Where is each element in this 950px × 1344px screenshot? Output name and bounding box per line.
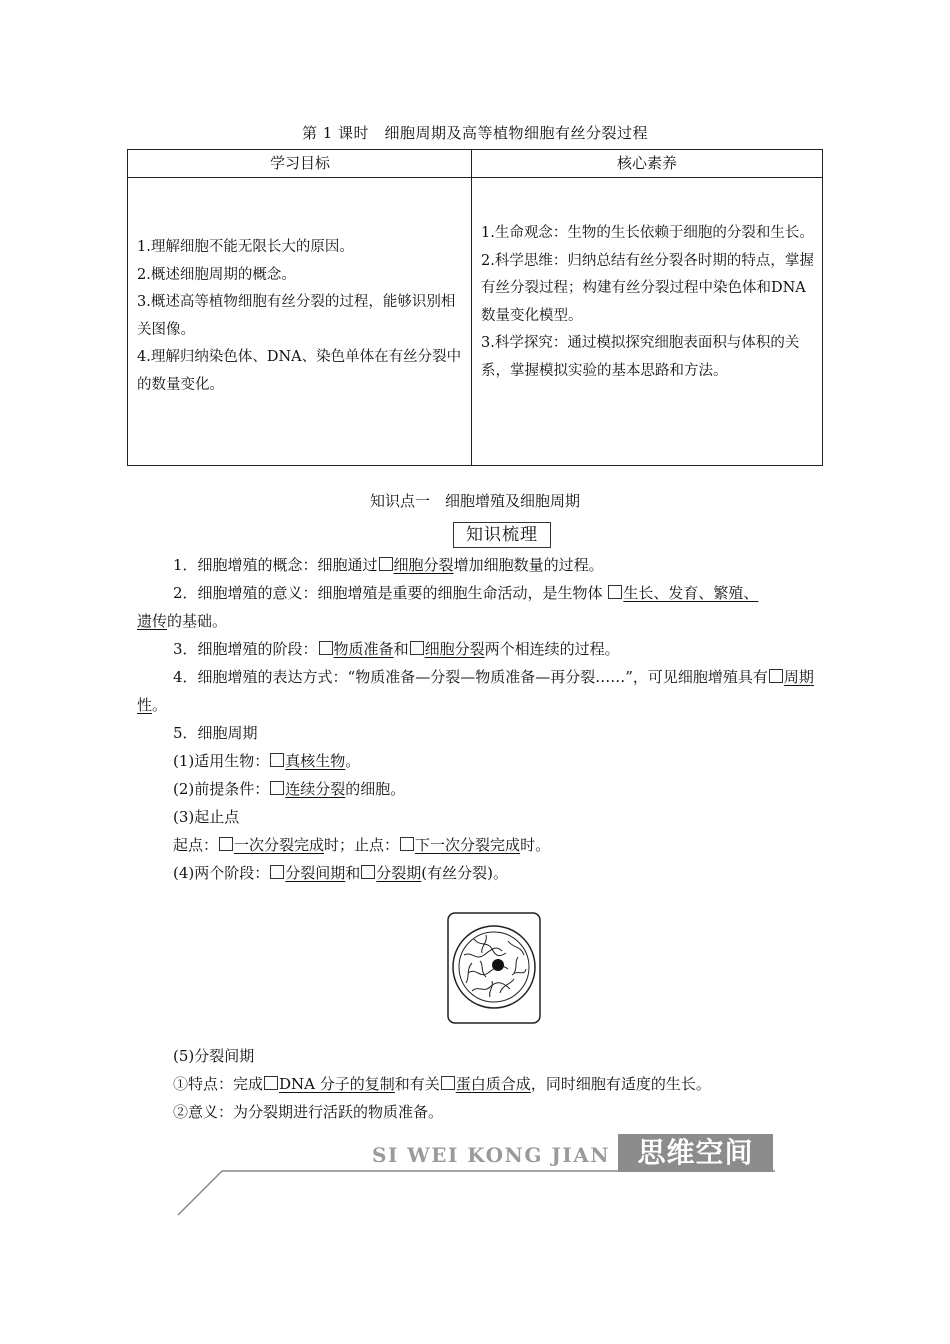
list-item: 3．细胞增殖的阶段： 物质准备和 细胞分裂两个相连续的过程。 (173, 640, 620, 658)
answer-box-icon (441, 1076, 455, 1090)
literacy-item: 3.科学探究：通过模拟探究细胞表面积与体积的关系，掌握模拟实验的基本思路和方法。 (481, 335, 800, 379)
list-item: 4．细胞增殖的表达方式：“物质准备—分裂—物质准备—再分裂……”，可见细胞增殖具有 周期性。 (137, 668, 814, 714)
answer-box-icon (410, 641, 424, 655)
interphase-notes (137, 1042, 833, 1126)
answer-box-icon (270, 781, 284, 795)
answer-box-icon (264, 1076, 278, 1090)
goal-item: 2.概述细胞周期的概念。 (137, 266, 296, 283)
answer-box-icon (769, 669, 783, 683)
section-title: 知识点一 细胞增殖及细胞周期 (369, 492, 580, 510)
list-item: (4)两个阶段： 分裂间期和 分裂期(有丝分裂)。 (173, 864, 509, 882)
knowledge-list (137, 551, 833, 887)
answer-box-icon (361, 865, 375, 879)
list-item: 5．细胞周期 (173, 724, 258, 742)
list-item: 2．细胞增殖的意义：细胞增殖是重要的细胞生命活动，是生物体 生长、发育、繁殖、 遗传的基础。 (137, 584, 759, 630)
boxed-heading: 知识梳理 (453, 522, 551, 548)
list-item: (3)起止点 (173, 808, 240, 826)
answer-box-icon (400, 837, 414, 851)
list-item: 起点： 一次分裂完成时；止点： 下一次分裂完成时。 (173, 836, 551, 854)
answer-box-icon (219, 837, 233, 851)
interphase-cell-figure (430, 893, 560, 1038)
answer-box-icon (379, 557, 393, 571)
answer-box-icon (608, 585, 622, 599)
list-item: (5)分裂间期 (173, 1047, 255, 1065)
table-header-literacy: 核心素养 (472, 150, 822, 178)
goals-cell (137, 234, 462, 399)
literacy-cell (481, 220, 819, 385)
table-header-goals: 学习目标 (128, 150, 472, 178)
answer-box-icon (319, 641, 333, 655)
list-item: ①特点：完成 DNA 分子的复制和有关 蛋白质合成，同时细胞有适度的生长。 (173, 1075, 711, 1093)
list-item: (1)适用生物： 真核生物。 (173, 752, 361, 770)
footer-chinese-title: 思维空间 (618, 1134, 773, 1172)
footer-english-title: SI WEI KONG JIAN (372, 1143, 610, 1167)
answer-box-icon (270, 865, 284, 879)
goal-item: 3.概述高等植物细胞有丝分裂的过程，能够识别相关图像。 (137, 294, 456, 338)
literacy-item: 2.科学思维：归纳总结有丝分裂各时期的特点，掌握有丝分裂过程；构建有丝分裂过程中染色体和DNA 数量变化模型。 (481, 252, 814, 324)
objectives-table (127, 149, 823, 466)
footer-decoration (0, 1125, 950, 1225)
goal-item: 1.理解细胞不能无限长大的原因。 (137, 239, 354, 255)
table-divider (471, 150, 472, 465)
answer-box-icon (270, 753, 284, 767)
goal-item: 4.理解归纳染色体、DNA、染色单体在有丝分裂中的数量变化。 (137, 349, 462, 393)
list-item: (2)前提条件： 连续分裂的细胞。 (173, 780, 406, 798)
list-item: ②意义：为分裂期进行活跃的物质准备。 (173, 1103, 444, 1121)
literacy-item: 1.生命观念：生物的生长依赖于细胞的分裂和生长。 (481, 225, 814, 241)
list-item: 1．细胞增殖的概念：细胞通过 细胞分裂增加细胞数量的过程。 (173, 556, 604, 574)
page-title: 第 1 课时 细胞周期及高等植物细胞有丝分裂过程 (301, 124, 649, 142)
